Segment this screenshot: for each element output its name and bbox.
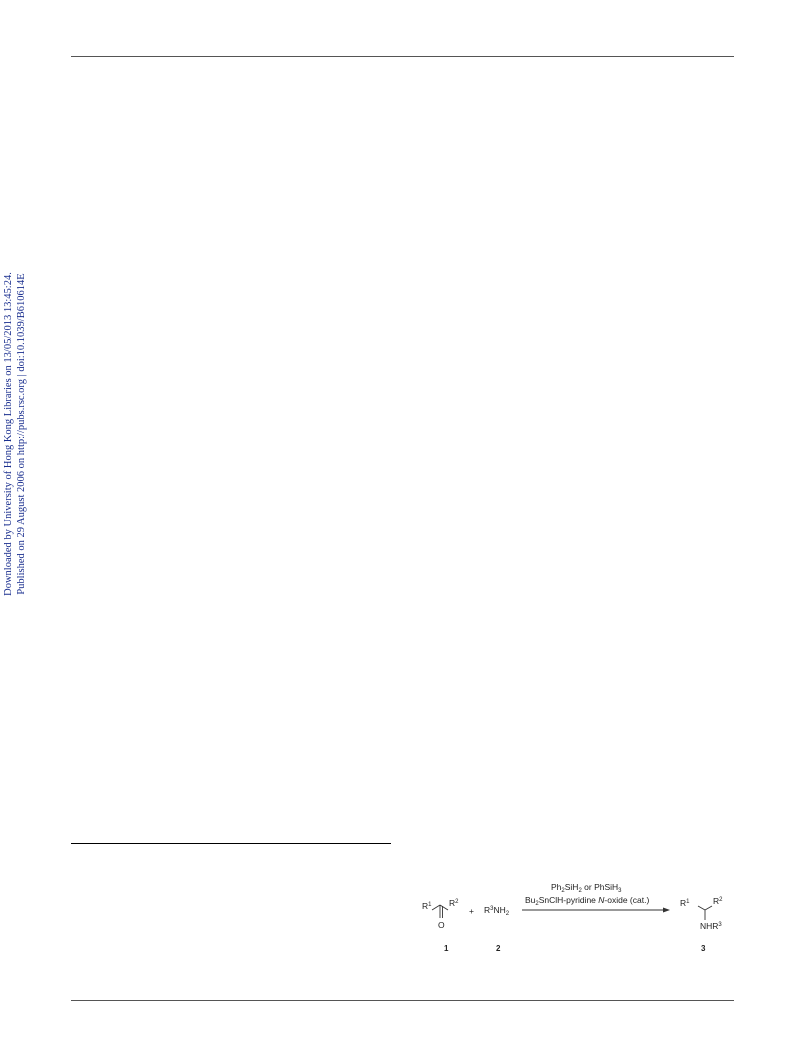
header-rule: [71, 56, 734, 57]
c1-oxygen: O: [438, 920, 445, 930]
publish-line: Published on 29 August 2006 on http://pubs.rsc.org | doi:10.1039/B610614E: [15, 273, 27, 595]
arrow-head: [663, 908, 670, 913]
bond-r2: [440, 905, 448, 910]
scheme-bonds: [418, 880, 748, 960]
compound-label-2: 2: [496, 944, 501, 953]
download-notice: [3, 264, 29, 604]
c2-amine: $R^3NH_2$: [484, 905, 510, 917]
plus-sign: +: [469, 906, 474, 916]
footnote-rule: [71, 843, 391, 844]
compound-label-1: 1: [444, 944, 449, 953]
footer-rule: [71, 1000, 734, 1001]
bond-p-r1: [698, 906, 705, 910]
p-amine: NHR$^3$: [700, 921, 722, 931]
compound-label-3: 3: [701, 944, 706, 953]
bond-r1: [432, 905, 440, 910]
c1-r2: $R^2$: [449, 898, 459, 908]
reaction-scheme: [418, 880, 748, 960]
p-r1: $R^1$: [680, 898, 690, 908]
c1-r1: $R^1$: [422, 901, 432, 911]
conditions-line1: $Ph_2SiH_2$ or PhSiH$_3$: [551, 882, 622, 894]
download-line: Downloaded by University of Hong Kong Libraries on 13/05/2013 13:45:24.: [3, 272, 14, 596]
conditions-line2: $Bu_2SnClH$-pyridine N-oxide (cat.): [525, 895, 650, 907]
p-r2: $R^2$: [713, 896, 723, 906]
bond-p-r2: [705, 906, 712, 910]
